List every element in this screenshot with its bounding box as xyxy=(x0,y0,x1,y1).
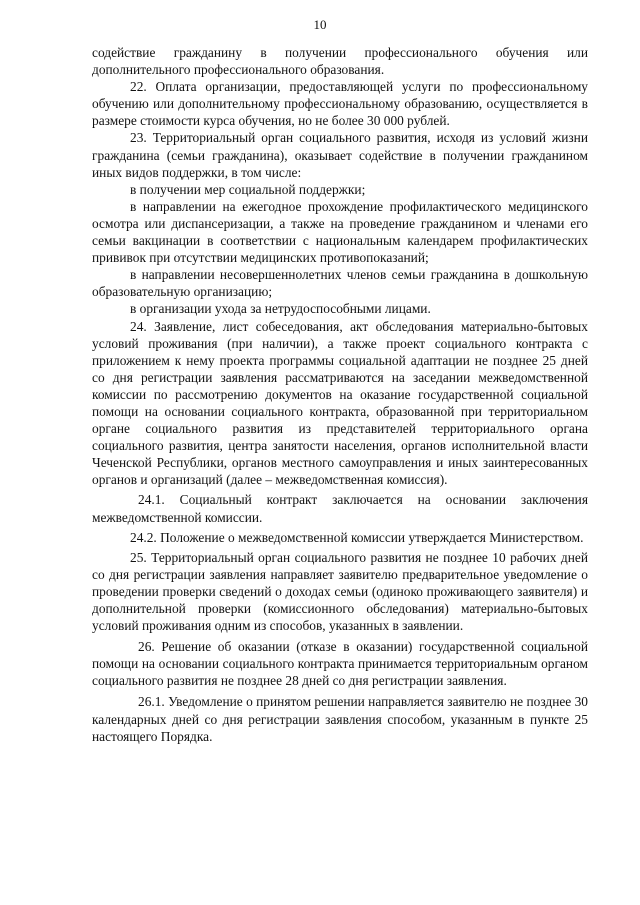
paragraph-23-item-preschool: в направлении несовершеннолетних членов семьи гражданина в дошкольную образовательную организацию; xyxy=(92,267,588,300)
paragraph-23-item-social-support: в получении мер социальной поддержки; xyxy=(130,181,366,197)
page-number: 10 xyxy=(313,17,327,32)
paragraph-23-item-care: в организации ухода за нетрудоспособными лицами. xyxy=(130,301,431,317)
paragraph-23-item-medical: в направлении на ежегодное прохождение профилактического медицинского осмотра или диспансеризации, а также на проведение гражданином и членами его семьи вакцинации в соответствии с национальным календарем профилактических прививок при отсутствии медицинских противопоказаний; xyxy=(92,198,588,266)
paragraph-23: 23. Территориальный орган социального развития, исходя из условий жизни гражданина (семьи гражданина), оказывает содействие в получении гражданином иных видов поддержки, в том числе: xyxy=(92,130,588,180)
paragraph-25: 25. Территориальный орган социального развития не позднее 10 рабочих дней со дня регистрации заявления направляет заявителю предварительное уведомление о проведении проверки сведений о доходах семьи (одиноко проживающего заявителя) и дополнительной проверки (комиссионного обследования) материально-бытовых условий проживания одним из способов, указанных в заявлении. xyxy=(92,549,588,634)
paragraph-continuation: содействие гражданину в получении профессионального обучения или дополнительного профессионального образования. xyxy=(92,45,588,78)
paragraph-22: 22. Оплата организации, предоставляющей услуги по профессиональному обучению или дополнительному профессиональному образованию, осуществляется в размере стоимости курса обучения, но не более 30 000 рублей. xyxy=(92,79,588,129)
paragraph-26-1: 26.1. Уведомление о принятом решении направляется заявителю не позднее 30 календарных дней со дня регистрации заявления способом, указанным в пункте 25 настоящего Порядка. xyxy=(92,694,588,744)
paragraph-24: 24. Заявление, лист собеседования, акт обследования материально-бытовых условий проживания (при наличии), а также проект социального контракта с приложением к нему проекта программы социальной адаптации не позднее 25 дней со дня регистрации заявления рассматриваются на заседании межведомственной комиссии по рассмотрению документов на оказание государственной социальной помощи на основании социального контракта, образованной при территориальном органе социального развития из представителей территориального органа социального развития, центра занятости населения, органов исполнительной власти Чеченской Республики, органов местного самоуправления и иных заинтересованных органов и организаций (далее – межведомственная комиссия). xyxy=(92,318,588,488)
document-body xyxy=(92,44,588,745)
paragraph-24-2: 24.2. Положение о межведомственной комиссии утверждается Министерством. xyxy=(130,529,584,545)
paragraph-26: 26. Решение об оказании (отказе в оказании) государственной социальной помощи на основании социального контракта принимается территориальным органом социального развития не позднее 28 дней со дня регистрации заявления. xyxy=(92,639,588,689)
paragraph-24-1: 24.1. Социальный контракт заключается на основании заключения межведомственной комиссии. xyxy=(92,492,588,525)
